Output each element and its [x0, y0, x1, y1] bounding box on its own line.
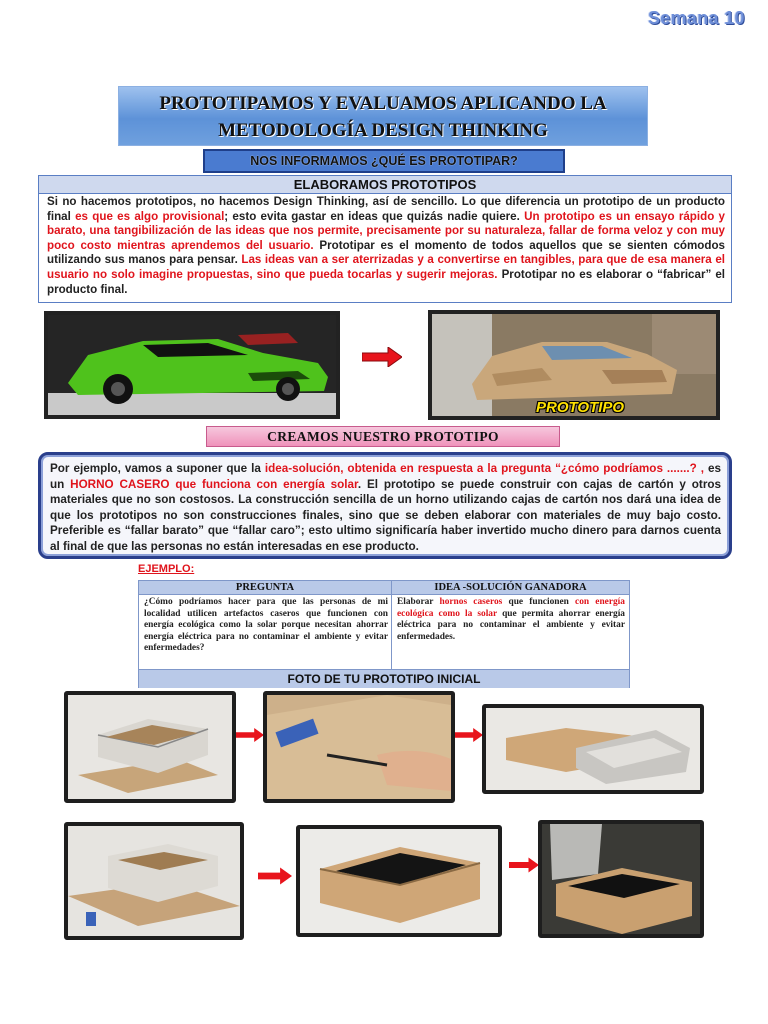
highlight-text: con energía ecológica como la solar	[397, 597, 625, 619]
title-line-2: METODOLOGÍA DESIGN THINKING	[218, 120, 548, 141]
box-step-5-photo	[296, 825, 502, 937]
subtitle-banner: NOS INFORMAMOS ¿QUÉ ES PROTOTIPAR?	[203, 149, 565, 173]
header-pregunta: PREGUNTA	[139, 581, 392, 594]
main-title-banner	[118, 86, 648, 146]
box-step-4-image	[68, 826, 240, 936]
ejemplo-label: EJEMPLO:	[138, 563, 195, 575]
table-row	[139, 595, 629, 669]
box-step-6-image	[542, 824, 700, 934]
box-step-1-image	[68, 695, 232, 799]
question-solution-table	[138, 580, 630, 688]
example-text-box	[38, 452, 732, 559]
elaboramos-section	[38, 175, 732, 303]
highlight-text: hornos caseros	[439, 597, 503, 607]
text-run: Si no hacemos prototipos, no hacemos Design Thinking, así de sencillo. Lo que diferencia un prototipo de un producto final	[47, 195, 725, 223]
green-car-image	[48, 315, 336, 415]
box-step-2-image	[267, 695, 451, 799]
green-car-photo	[44, 311, 340, 419]
text-run: ; esto evita gastar en ideas que quizás nadie quiere.	[224, 209, 525, 223]
box-step-6-photo	[538, 820, 704, 938]
title-line-1: PROTOTIPAMOS Y EVALUAMOS APLICANDO LA	[159, 93, 607, 114]
box-step-2-photo	[263, 691, 455, 803]
arrow-right-icon	[509, 856, 539, 874]
box-step-1-photo	[64, 691, 236, 803]
highlight-text: es que es algo provisional	[75, 209, 225, 223]
box-step-3-image	[486, 708, 700, 790]
arrow-right-icon	[455, 726, 483, 744]
elaboramos-heading: ELABORAMOS PROTOTIPOS	[39, 176, 731, 194]
question-cell: ¿Cómo podríamos hacer para que las personas de mi localidad utilicen artefactos caseros que funcionen con energía ecológica como la solar porque necesitan ahorrar energía eléctrica para no contaminar el ambiente y evitar enfermedades?	[139, 595, 392, 669]
text-run: Por ejemplo, vamos a suponer que la	[50, 462, 265, 475]
header-idea-solucion: IDEA -SOLUCIÓN GANADORA	[434, 582, 587, 593]
text-run: Prototipar no es elaborar o “fabricar” el producto final.	[47, 267, 725, 296]
week-label: Semana 10	[648, 8, 745, 28]
arrow-right-icon	[258, 866, 292, 886]
photo-prototype-heading: FOTO DE TU PROTOTIPO INICIAL	[139, 669, 629, 688]
text-run: Elaborar	[397, 597, 440, 607]
create-prototype-banner: CREAMOS NUESTRO PROTOTIPO	[206, 426, 560, 447]
text-run: . El prototipo se puede construir con cajas de cartón y otros materiales que no son costosos. La construcción sencilla de un horno utilizando cajas de cartón nos dará una idea de que los prototipos no son construcciones finales, sino que se deben elaborar con materiales de muy bajo costo. Preferible es “fallar barato” que “fallar caro”; esto ultimo significaría haber invertido mucho dinero para darnos cuenta al final de que las personas no están interesadas en ese producto.	[50, 477, 722, 553]
box-step-4-photo	[64, 822, 244, 940]
elaboramos-paragraph	[39, 194, 731, 297]
arrow-right-icon	[362, 347, 402, 367]
text-run: es un	[50, 462, 721, 491]
table-header-row	[139, 581, 629, 595]
box-step-3-photo	[482, 704, 704, 794]
highlight-text: Las ideas van a ser aterrizadas y a convertirse en tangibles, para que de esa manera el usuario no solo imagine propuestas, sino que pueda tocarlas y sugerir mejoras.	[47, 253, 725, 281]
answer-cell	[392, 595, 629, 669]
text-run: que funcionen	[502, 597, 576, 607]
highlight-text: Un prototipo es un ensayo rápido y barato, una tangibilización de las ideas que nos permite, precisamente por su naturaleza, fallar de forma veloz y con muy poco costo mientras aprendemos del usuario.	[47, 209, 725, 252]
arrow-right-icon	[236, 726, 264, 744]
text-run: que permita ahorrar energía eléctrica para no contaminar el ambiente y evitar enfermedades.	[397, 608, 625, 642]
box-step-5-image	[300, 829, 498, 933]
highlight-text: HORNO CASERO que funciona con energía solar	[70, 477, 358, 491]
highlight-text: idea-solución, obtenida en respuesta a la pregunta “¿cómo podríamos .......? ,	[264, 462, 708, 475]
text-run: Prototipar es el momento de todos aquellos que se sienten cómodos utilizando sus manos para pensar.	[47, 238, 725, 267]
prototype-label: PROTOTIPO	[536, 399, 625, 416]
